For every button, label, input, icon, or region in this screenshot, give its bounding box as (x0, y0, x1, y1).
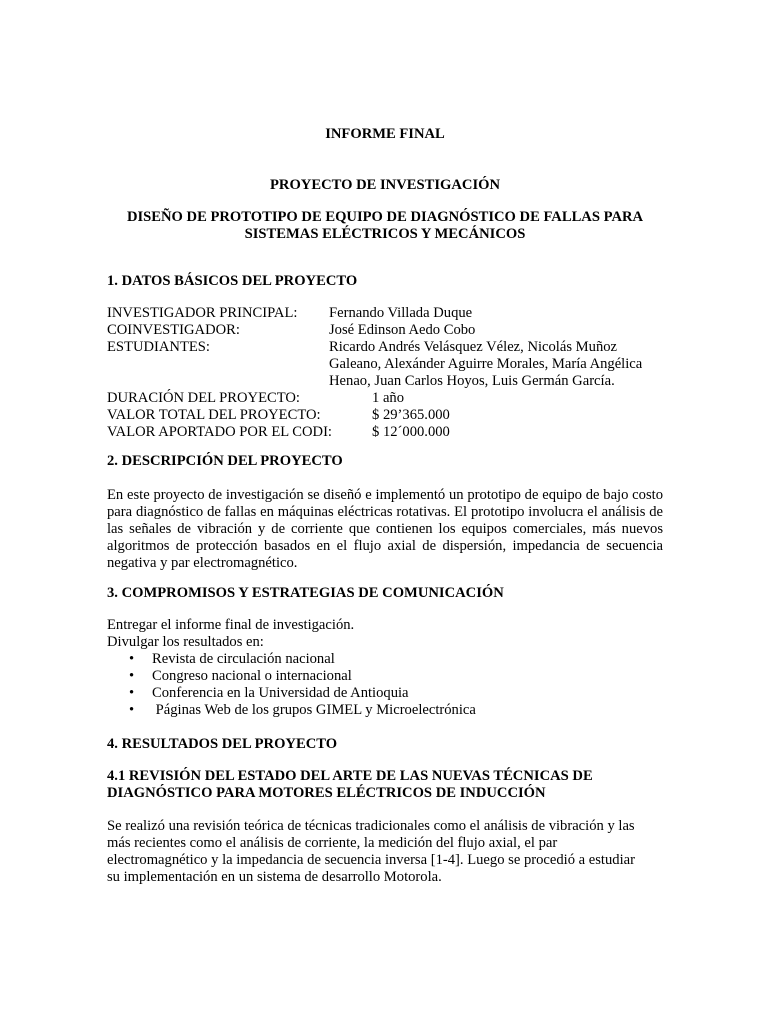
section-2-body: En este proyecto de investigación se diseñó e implementó un prototipo de equipo de bajo costo para diagnóstico de fallas en máquinas eléctricas rotativas. El prototipo involucra el análisis de las señales de vibración y de corriente que contienen los equipos comerciales, más nuevos algoritmos de protección basados en el flujo axial de dispersión, impedancia de secuencia negativa y par electromagnético. (107, 487, 663, 571)
valor-codi-label: VALOR APORTADO POR EL CODI: (107, 424, 332, 440)
bullet-icon: • (129, 685, 135, 701)
investigador-label: INVESTIGADOR PRINCIPAL: (107, 305, 298, 321)
estudiantes-value (329, 339, 663, 390)
coinvestigador-label: COINVESTIGADOR: (107, 322, 240, 338)
bullet-icon: • (129, 651, 135, 667)
list-item-text: Conferencia en la Universidad de Antioquia (152, 685, 409, 701)
investigador-row (107, 305, 663, 322)
body-line: electromagnético y la impedancia de secuencia inversa [1-4]. Luego se procedió a estudiar (107, 852, 635, 868)
duracion-label: DURACIÓN DEL PROYECTO: (107, 390, 300, 406)
list-item-text: Revista de circulación nacional (152, 651, 335, 667)
document-title: INFORME FINAL (325, 126, 445, 142)
dissemination-list (107, 651, 663, 719)
valor-total-row (107, 407, 663, 424)
coinvestigador-row (107, 322, 663, 339)
estudiantes-line: Henao, Juan Carlos Hoyos, Luis Germán García. (329, 373, 615, 389)
list-item-text: Congreso nacional o internacional (152, 668, 352, 684)
project-title: DISEÑO DE PROTOTIPO DE EQUIPO DE DIAGNÓSTICO DE FALLAS PARA SISTEMAS ELÉCTRICOS Y MECÁNICOS (126, 209, 644, 242)
section-4-1-heading (107, 768, 663, 802)
list-item (107, 685, 663, 702)
list-item (107, 702, 663, 719)
section-3-heading: 3. COMPROMISOS Y ESTRATEGIAS DE COMUNICACIÓN (107, 585, 504, 601)
estudiantes-line: Ricardo Andrés Velásquez Vélez, Nicolás Muñoz (329, 339, 618, 355)
body-line: su implementación en un sistema de desarrollo Motorola. (107, 869, 442, 885)
estudiantes-line: Galeano, Alexánder Aguirre Morales, María Angélica (329, 356, 643, 372)
list-item (107, 651, 663, 668)
section-4-1-body (107, 818, 663, 886)
document-subtitle: PROYECTO DE INVESTIGACIÓN (269, 177, 501, 193)
estudiantes-label: ESTUDIANTES: (107, 339, 210, 355)
project-data-table (107, 305, 663, 441)
section-3-body (107, 617, 663, 719)
coinvestigador-value: José Edinson Aedo Cobo (329, 322, 476, 338)
heading-line: DIAGNÓSTICO PARA MOTORES ELÉCTRICOS DE INDUCCIÓN (107, 785, 546, 801)
heading-line: 4.1 REVISIÓN DEL ESTADO DEL ARTE DE LAS NUEVAS TÉCNICAS DE (107, 768, 593, 784)
body-line: Se realizó una revisión teórica de técnicas tradicionales como el análisis de vibración y las (107, 818, 635, 834)
bullet-icon: • (129, 702, 135, 718)
dissemination-intro: Divulgar los resultados en: (107, 634, 264, 650)
valor-codi-value: $ 12´000.000 (372, 424, 450, 440)
investigador-value: Fernando Villada Duque (329, 305, 473, 321)
valor-codi-row (107, 424, 663, 441)
commitment-line: Entregar el informe final de investigación. (107, 617, 355, 633)
valor-total-label: VALOR TOTAL DEL PROYECTO: (107, 407, 321, 423)
section-1-heading: 1. DATOS BÁSICOS DEL PROYECTO (107, 273, 358, 289)
valor-total-value: $ 29’365.000 (372, 407, 450, 423)
body-line: más recientes como el análisis de corriente, la medición del flujo axial, el par (107, 835, 558, 851)
list-item (107, 668, 663, 685)
section-4-heading: 4. RESULTADOS DEL PROYECTO (107, 736, 338, 752)
list-item-text: Páginas Web de los grupos GIMEL y Microelectrónica (152, 702, 476, 718)
section-2-heading: 2. DESCRIPCIÓN DEL PROYECTO (107, 453, 343, 469)
duracion-row (107, 390, 663, 407)
estudiantes-row (107, 339, 663, 390)
bullet-icon: • (129, 668, 135, 684)
duracion-value: 1 año (372, 390, 405, 406)
